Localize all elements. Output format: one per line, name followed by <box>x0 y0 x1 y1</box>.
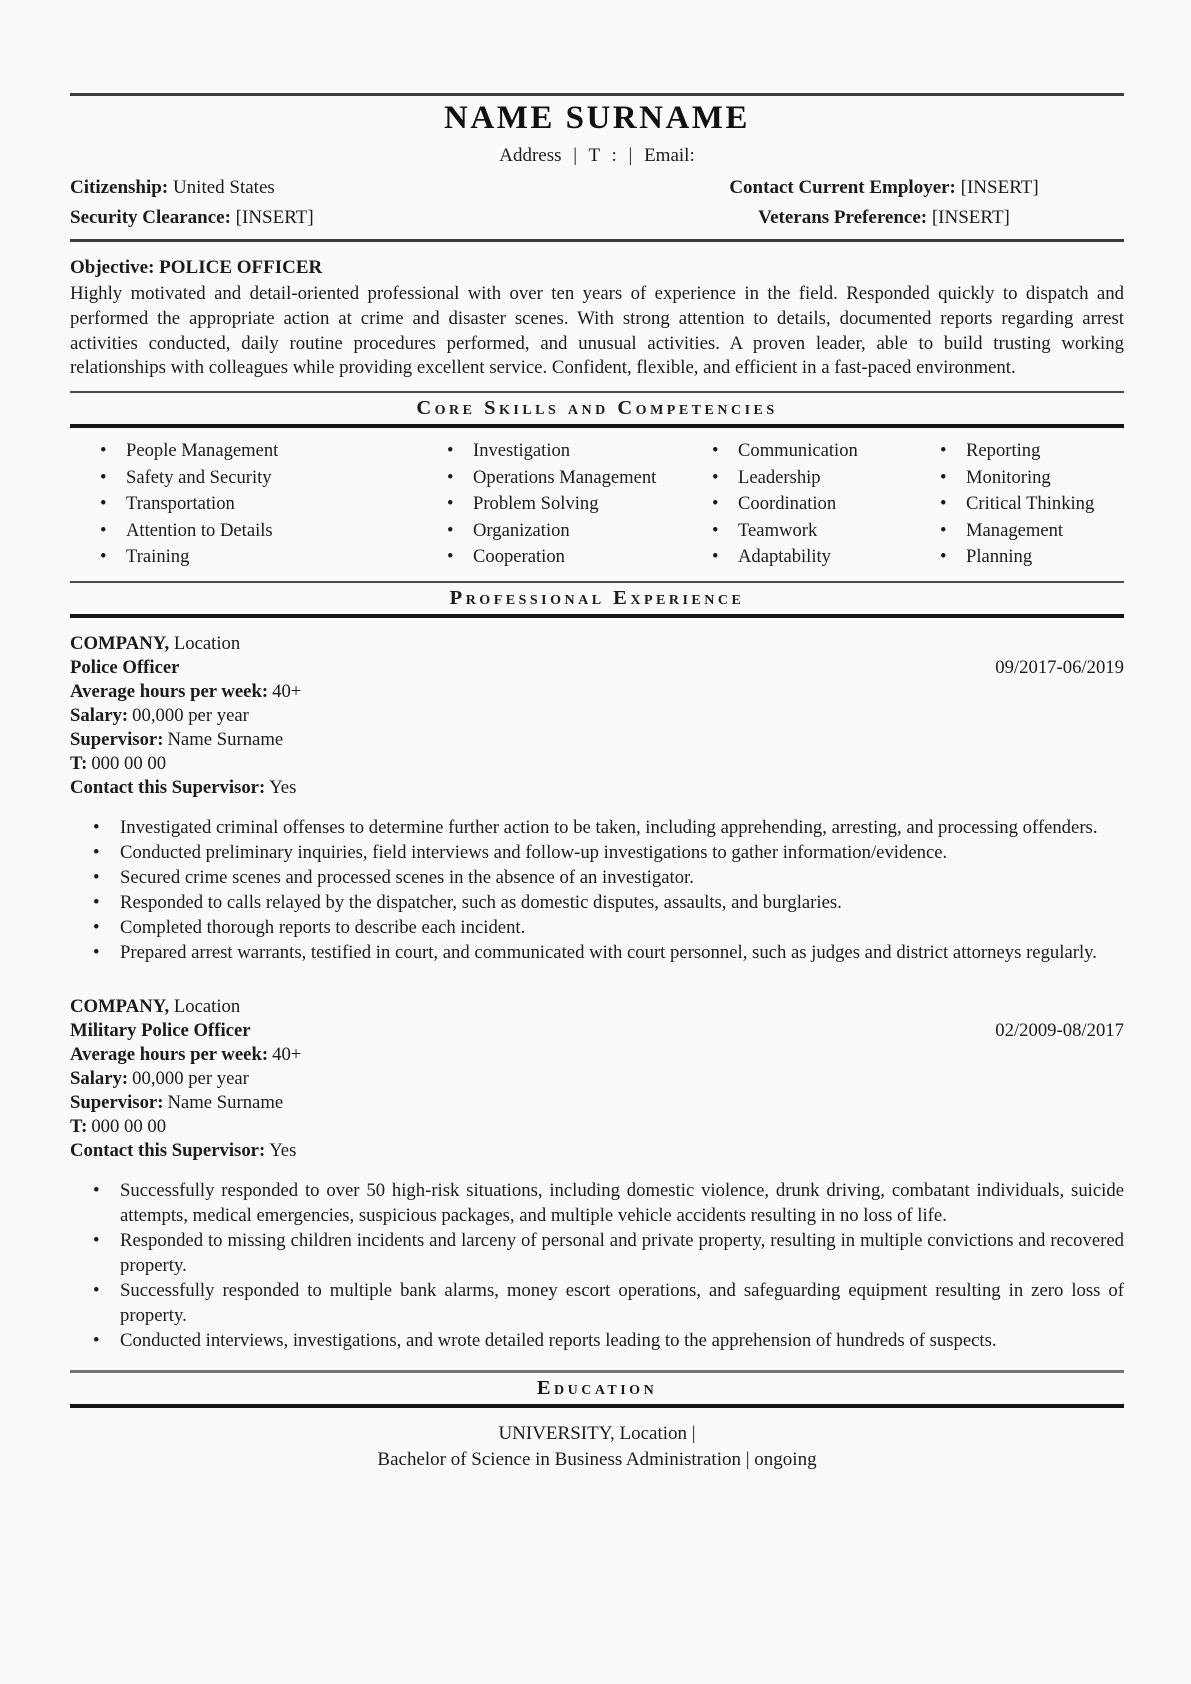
core-skills-section-title: Core Skills and Competencies <box>416 397 778 420</box>
field-value: 00,000 per year <box>132 1067 249 1089</box>
bullet-icon: • <box>712 493 719 515</box>
field-label: Contact this Supervisor: <box>70 1139 266 1161</box>
field-label: T: <box>70 1115 88 1137</box>
field-value: 00,000 per year <box>132 704 249 726</box>
objective-label: Objective: <box>70 257 155 278</box>
skill-item <box>682 438 910 465</box>
security-clearance-label: Security Clearance: <box>70 206 231 228</box>
field-label: Average hours per week: <box>70 680 269 702</box>
bullet-icon: • <box>940 546 947 568</box>
field-label: T: <box>70 752 88 774</box>
veterans-preference-label: Veterans Preference: <box>758 206 928 228</box>
skill-label: Cooperation <box>473 546 565 568</box>
job-title-row <box>70 1019 1124 1043</box>
objective-title: POLICE OFFICER <box>159 257 323 278</box>
field-label: Contact this Supervisor: <box>70 776 266 798</box>
job-title: Military Police Officer <box>70 1019 251 1041</box>
field-value: Yes <box>269 1139 297 1161</box>
skill-label: Critical Thinking <box>966 493 1095 515</box>
bullet-icon: • <box>93 1229 100 1251</box>
skill-label: Management <box>966 519 1064 541</box>
bullet-text: Responded to missing children incidents and larceny of personal and private property, resulting in multiple convictions and recovered property. <box>120 1229 1124 1276</box>
citizenship-label: Citizenship: <box>70 177 169 198</box>
section-header-core-skills <box>70 391 1124 428</box>
company-name: COMPANY, <box>70 995 170 1017</box>
experience-bullet <box>70 1328 1124 1353</box>
bullet-text: Successfully responded to over 50 high-risk situations, including domestic violence, drunk driving, combatant individuals, suicide attempts, medical emergencies, suspicious packages, and multiple vehicle accidents resulting in no loss of life. <box>120 1179 1124 1226</box>
skill-label: Communication <box>738 440 858 462</box>
bullet-icon: • <box>93 916 100 938</box>
job-field-contact-supervisor <box>70 776 1124 800</box>
job-field-hours <box>70 1043 1124 1067</box>
security-clearance-value: [INSERT] <box>235 206 314 228</box>
skill-item <box>682 491 910 518</box>
skill-label: Operations Management <box>473 466 657 488</box>
skill-item <box>417 518 682 545</box>
company-name: COMPANY, <box>70 632 170 654</box>
job-title: Police Officer <box>70 656 180 678</box>
professional-experience-section-title: Professional Experience <box>449 586 745 609</box>
skill-item <box>70 491 417 518</box>
veterans-preference-value: [INSERT] <box>931 206 1010 228</box>
bullet-icon: • <box>712 466 719 488</box>
field-label: Salary: <box>70 1067 129 1089</box>
bullet-icon: • <box>100 440 107 462</box>
bullet-icon: • <box>712 519 719 541</box>
contact-current-employer-value: [INSERT] <box>960 177 1039 198</box>
section-header-education <box>70 1370 1124 1408</box>
bullet-text: Conducted interviews, investigations, and wrote detailed reports leading to the apprehension of hundreds of suspects. <box>120 1329 997 1351</box>
skill-item <box>910 544 1124 571</box>
bullet-icon: • <box>93 841 100 863</box>
bullet-icon: • <box>940 466 947 488</box>
skill-item <box>417 438 682 465</box>
job-bullet-list <box>70 815 1124 965</box>
skill-label: Attention to Details <box>126 519 273 541</box>
skill-label: Planning <box>966 546 1033 568</box>
bullet-text: Prepared arrest warrants, testified in court, and communicated with court personnel, such as judges and district attorneys regularly. <box>120 941 1097 963</box>
bullet-text: Conducted preliminary inquiries, field interviews and follow-up investigations to gather information/evidence. <box>120 841 948 863</box>
bullet-text: Secured crime scenes and processed scenes in the absence of an investigator. <box>120 866 694 888</box>
company-line <box>70 995 1124 1019</box>
skill-item <box>910 518 1124 545</box>
bullet-icon: • <box>447 440 454 462</box>
experience-bullet <box>70 840 1124 865</box>
field-label: Salary: <box>70 704 129 726</box>
skill-item <box>910 465 1124 492</box>
skill-item <box>417 491 682 518</box>
bullet-text: Completed thorough reports to describe each incident. <box>120 916 526 938</box>
skill-label: People Management <box>126 440 279 462</box>
field-value: 40+ <box>272 1043 302 1065</box>
skill-item <box>682 465 910 492</box>
skill-label: Organization <box>473 519 570 541</box>
experience-bullet <box>70 815 1124 840</box>
job-field-phone <box>70 1115 1124 1139</box>
skill-item <box>910 491 1124 518</box>
contact-current-employer-field <box>644 173 1124 203</box>
field-value: 000 00 00 <box>91 752 167 774</box>
skill-label: Coordination <box>738 493 837 515</box>
experience-bullet <box>70 1228 1124 1278</box>
bullet-icon: • <box>447 546 454 568</box>
field-label: Supervisor: <box>70 1091 164 1113</box>
experience-bullet <box>70 940 1124 965</box>
skill-item <box>682 518 910 545</box>
job-field-salary <box>70 1067 1124 1091</box>
bullet-icon: • <box>93 1179 100 1201</box>
header-info-grid <box>70 173 1124 232</box>
job-entry-police-officer <box>70 632 1124 965</box>
experience-bullet <box>70 865 1124 890</box>
bullet-icon: • <box>100 466 107 488</box>
bullet-icon: • <box>93 891 100 913</box>
experience-bullet <box>70 1178 1124 1228</box>
bullet-icon: • <box>940 493 947 515</box>
skill-item <box>910 438 1124 465</box>
skill-item <box>70 465 417 492</box>
field-label: Supervisor: <box>70 728 164 750</box>
bullet-icon: • <box>712 546 719 568</box>
citizenship-field <box>70 173 644 203</box>
objective-summary: Highly motivated and detail-oriented professional with over ten years of experience in the field. Responded quickly to dispatch and performed the appropriate action at crime and disaster scenes. With strong attention to details, documented reports regarding arrest activities conducted, daily routine procedures performed, and unusual activities. A proven leader, able to build trusting working relationships with colleagues while providing excellent service. Confident, flexible, and efficient in a fast-paced environment. <box>70 283 1124 379</box>
bullet-icon: • <box>93 941 100 963</box>
top-divider <box>70 93 1124 96</box>
skill-label: Training <box>126 546 190 568</box>
skill-item <box>417 465 682 492</box>
header-divider <box>70 239 1124 242</box>
job-dates: 02/2009-08/2017 <box>995 1019 1124 1041</box>
bullet-icon: • <box>93 1329 100 1351</box>
experience-bullet <box>70 890 1124 915</box>
skill-label: Leadership <box>738 466 821 488</box>
skills-column-3 <box>682 438 910 571</box>
field-value: Name Surname <box>167 1091 284 1113</box>
skill-label: Transportation <box>126 493 235 515</box>
bullet-icon: • <box>100 493 107 515</box>
skill-item <box>70 518 417 545</box>
field-value: 000 00 00 <box>91 1115 167 1137</box>
security-clearance-field <box>70 203 644 233</box>
bullet-icon: • <box>940 519 947 541</box>
bullet-icon: • <box>712 440 719 462</box>
bullet-icon: • <box>447 466 454 488</box>
bullet-icon: • <box>447 519 454 541</box>
job-field-salary <box>70 704 1124 728</box>
bullet-icon: • <box>93 816 100 838</box>
bullet-text: Successfully responded to multiple bank alarms, money escort operations, and safeguarding equipment resulting in zero loss of property. <box>120 1279 1124 1326</box>
bullet-icon: • <box>93 1279 100 1301</box>
veterans-preference-field <box>644 203 1124 233</box>
job-bullet-list <box>70 1178 1124 1353</box>
bullet-icon: • <box>447 493 454 515</box>
education-degree-line: Bachelor of Science in Business Administration | ongoing <box>377 1449 817 1471</box>
citizenship-value: United States <box>172 177 275 198</box>
objective-heading <box>70 255 1124 280</box>
job-field-supervisor <box>70 728 1124 752</box>
job-field-contact-supervisor <box>70 1139 1124 1163</box>
skills-column-4 <box>910 438 1124 571</box>
bullet-icon: • <box>940 440 947 462</box>
bullet-text: Investigated criminal offenses to determine further action to be taken, including apprehending, arresting, and processing offenders. <box>120 816 1098 838</box>
job-dates: 09/2017-06/2019 <box>995 656 1124 678</box>
skill-label: Monitoring <box>966 466 1051 488</box>
field-value: Yes <box>269 776 297 798</box>
bullet-text: Responded to calls relayed by the dispatcher, such as domestic disputes, assaults, and burglaries. <box>120 891 842 913</box>
skill-item <box>417 544 682 571</box>
section-header-professional-experience <box>70 581 1124 618</box>
field-label: Average hours per week: <box>70 1043 269 1065</box>
skill-label: Teamwork <box>738 519 818 541</box>
company-location: Location <box>173 632 241 654</box>
skills-column-1 <box>70 438 417 571</box>
job-title-row <box>70 656 1124 680</box>
contact-current-employer-label: Contact Current Employer: <box>729 177 956 198</box>
bullet-icon: • <box>100 519 107 541</box>
skill-label: Investigation <box>473 440 571 462</box>
job-field-phone <box>70 752 1124 776</box>
skill-item <box>70 438 417 465</box>
skill-label: Safety and Security <box>126 466 272 488</box>
job-field-supervisor <box>70 1091 1124 1115</box>
company-location: Location <box>173 995 241 1017</box>
field-value: Name Surname <box>167 728 284 750</box>
skill-label: Reporting <box>966 440 1041 462</box>
education-university-line: UNIVERSITY, Location | <box>498 1422 696 1444</box>
skill-item <box>70 544 417 571</box>
skill-label: Adaptability <box>738 546 831 568</box>
skills-grid <box>70 438 1124 571</box>
skills-column-2 <box>417 438 682 571</box>
contact-line: Address | T : | Email: <box>499 145 695 166</box>
bullet-icon: • <box>93 866 100 888</box>
field-value: 40+ <box>272 680 302 702</box>
bullet-icon: • <box>100 546 107 568</box>
education-section-title: Education <box>536 1376 658 1399</box>
job-entry-military-police-officer <box>70 995 1124 1353</box>
experience-bullet <box>70 1278 1124 1328</box>
skill-label: Problem Solving <box>473 493 599 515</box>
skill-item <box>682 544 910 571</box>
page-title: NAME SURNAME <box>444 100 750 136</box>
experience-bullet <box>70 915 1124 940</box>
company-line <box>70 632 1124 656</box>
job-field-hours <box>70 680 1124 704</box>
